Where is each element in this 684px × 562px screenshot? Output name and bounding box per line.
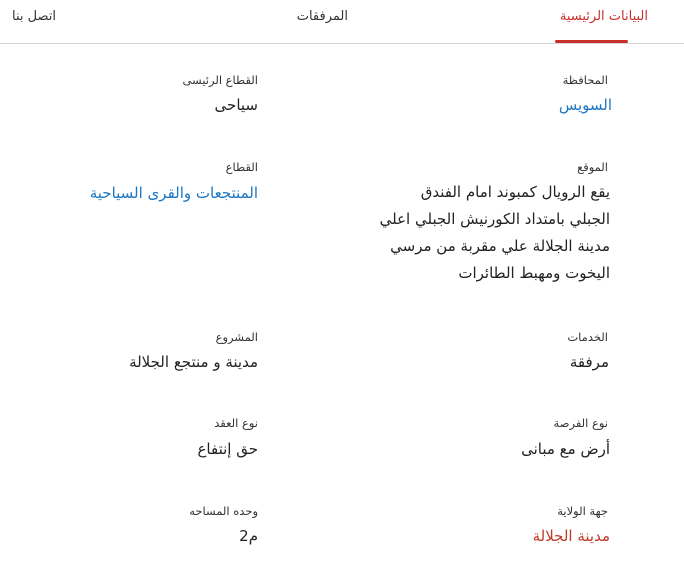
services-value: مرفقة [569,353,609,371]
project-label: المشروع [215,330,258,344]
location-value [380,179,610,287]
opportunity-type-value: أرض مع مبانى [521,440,610,458]
main-sector-label: القطاع الرئيسى [182,73,258,87]
sector-label: القطاع [225,160,258,174]
tab-attachments[interactable]: المرفقات [296,9,348,24]
governorate-label: المحافظة [562,73,608,87]
sector-value[interactable]: المنتجعات والقرى السياحية [89,184,258,202]
main-sector-value: سياحى [214,96,258,114]
location-line: اليخوت ومهبط الطائرات [458,264,610,282]
area-unit-value: م2 [239,527,258,545]
area-unit-label: وحده المساحه [189,504,258,518]
governorate-value[interactable]: السويس [558,96,612,114]
tab-bar [0,0,684,44]
services-label: الخدمات [567,330,608,344]
location-line: الجبلي بامتداد الكورنيش الجبلي اعلي [379,210,610,228]
tab-contact-us[interactable]: اتصل بنا [12,9,56,24]
contract-type-label: نوع العقد [214,416,258,430]
authority-label: جهة الولاية [557,504,608,518]
tab-main-data[interactable]: البيانات الرئيسية [559,9,648,24]
active-tab-indicator [555,40,628,43]
location-line: مدينة الجلالة علي مقربة من مرسي [390,237,610,255]
project-value: مدينة و منتجع الجلالة [129,353,258,371]
opportunity-type-label: نوع الفرصة [553,416,608,430]
location-line: يقع الرويال كمبوند امام الفندق [420,183,610,201]
contract-type-value: حق إنتفاع [197,440,258,458]
authority-value[interactable]: مدينة الجلالة [532,527,610,545]
location-label: الموقع [577,160,608,174]
